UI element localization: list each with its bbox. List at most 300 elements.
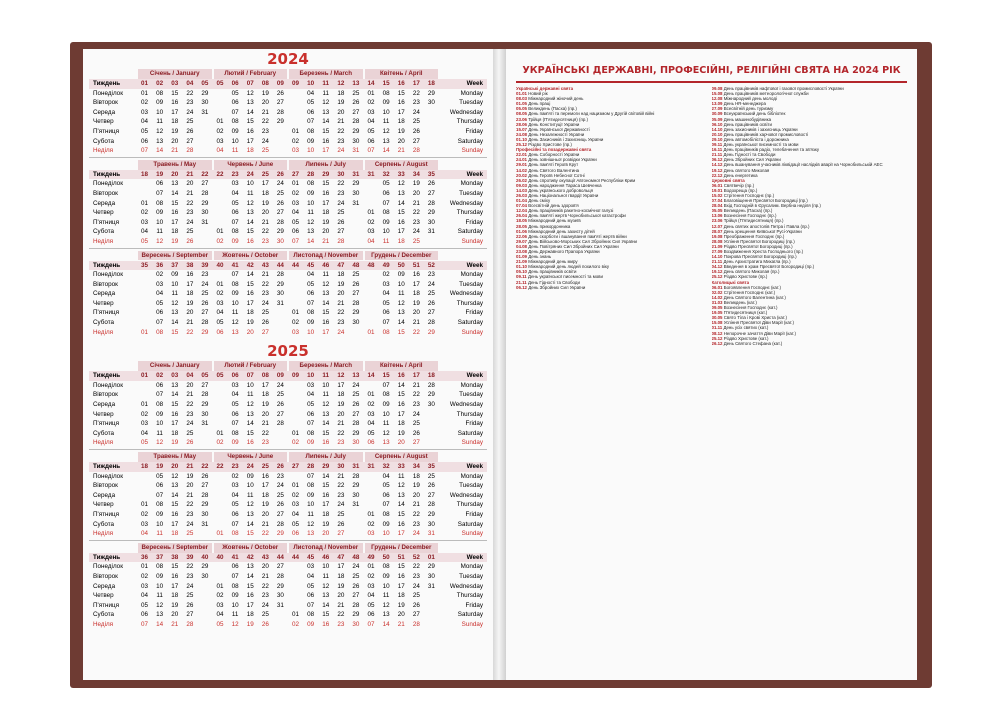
holiday-name: Всесвітній день здоров'я [528, 203, 579, 209]
month-days [137, 189, 213, 199]
day-number: 27 [201, 381, 209, 389]
day-number: 23 [412, 401, 420, 409]
day-number: 12 [171, 472, 179, 480]
day-number: 14 [322, 601, 330, 609]
day-number [366, 500, 377, 510]
day-number: 26 [352, 401, 360, 409]
day-number: 17 [397, 582, 405, 590]
week-number-row [89, 170, 487, 180]
holiday-name: День енергетика [723, 172, 758, 178]
holiday-name: Богоявлення Господнє (кат.) [723, 284, 781, 290]
day-cells [137, 520, 439, 530]
day-number: 29 [352, 429, 360, 437]
month-days [364, 410, 440, 420]
day-label-en: Friday [465, 309, 483, 317]
month-names [137, 543, 439, 553]
week-number: 48 [352, 261, 360, 269]
holiday-name: Вхід Господній в Єрусалим. Вербна неділя (пр.) [723, 203, 821, 209]
week-number: 35 [427, 170, 435, 178]
day-number: 19 [397, 429, 405, 437]
day-label-ua: Субота [93, 520, 115, 528]
day-number: 23 [337, 319, 345, 327]
day-number: 18 [337, 572, 345, 580]
month-days [213, 591, 289, 601]
day-number: 21 [322, 237, 330, 245]
week-number: 37 [156, 553, 164, 561]
day-number: 26 [186, 601, 194, 609]
day-number: 15 [171, 89, 179, 97]
month-days [288, 208, 364, 218]
month-days [137, 299, 213, 309]
day-number: 04 [307, 391, 315, 399]
day-number [215, 491, 226, 501]
month-days [137, 591, 213, 601]
week-number: 49 [382, 261, 390, 269]
week-label-en: Week [466, 372, 483, 380]
day-number: 12 [397, 482, 405, 490]
day-number: 02 [292, 620, 300, 628]
day-label-en: Wednesday [449, 401, 483, 409]
week-number: 01 [141, 80, 149, 87]
day-number: 07 [367, 620, 375, 628]
day-label-ua: П'ятниця [93, 510, 120, 518]
month-days [213, 438, 289, 448]
day-number: 19 [171, 237, 179, 245]
day-row [89, 98, 487, 108]
week-number: 29 [322, 463, 330, 470]
holiday-date: 01.05 [516, 101, 527, 107]
day-number: 03 [307, 381, 315, 389]
day-row [89, 199, 487, 209]
day-number: 03 [216, 299, 224, 307]
day-number: 07 [382, 199, 390, 207]
day-number: 16 [322, 189, 330, 197]
day-number: 23 [261, 127, 269, 135]
day-number: 25 [337, 510, 345, 518]
day-number: 23 [186, 99, 194, 107]
month-days [137, 199, 213, 209]
day-number: 31 [201, 108, 209, 116]
day-number: 30 [427, 99, 435, 107]
day-number: 11 [322, 391, 329, 399]
week-label-ua: Тиждень [93, 261, 121, 269]
day-number: 25 [186, 228, 194, 236]
day-number: 17 [261, 381, 269, 389]
day-number: 19 [412, 180, 420, 188]
week-number: 41 [231, 261, 239, 269]
week-number: 35 [141, 261, 149, 269]
day-number: 15 [171, 199, 179, 207]
month-days [137, 400, 213, 410]
day-label-ua: Вівторок [93, 391, 118, 399]
day-number: 07 [307, 299, 315, 307]
day-number: 27 [276, 410, 284, 418]
holiday-date: 21.11 [711, 152, 723, 158]
day-number: 20 [261, 510, 269, 518]
month-days [213, 108, 289, 118]
day-number: 23 [337, 620, 345, 628]
day-number: 05 [216, 620, 224, 628]
day-label-en: Sunday [461, 620, 483, 628]
month-days [364, 146, 440, 156]
day-number: 12 [156, 439, 164, 447]
day-number: 17 [322, 328, 330, 336]
day-number: 12 [246, 501, 254, 509]
day-number: 02 [216, 127, 224, 135]
day-number: 29 [276, 582, 284, 590]
month-days [364, 429, 440, 439]
day-number: 09 [156, 572, 164, 580]
month-days [364, 179, 440, 189]
holiday-date: 01.11 [711, 325, 723, 331]
day-label-en: Saturday [457, 137, 483, 145]
day-number: 10 [171, 280, 179, 288]
month-name: Вересень / September [138, 251, 212, 261]
day-number: 14 [246, 572, 254, 580]
day-number: 23 [337, 189, 345, 197]
day-number [199, 529, 210, 539]
week-number: 45 [307, 553, 315, 561]
holiday-name: День Соборності України [528, 152, 580, 158]
day-number: 06 [367, 611, 375, 619]
month-days [137, 381, 213, 391]
day-number: 08 [231, 228, 239, 236]
day-number: 05 [382, 180, 390, 188]
day-number: 27 [186, 137, 194, 145]
day-number: 12 [322, 582, 330, 590]
day-number [366, 179, 377, 189]
day-label-en: Wednesday [449, 491, 483, 499]
day-number: 18 [171, 592, 179, 600]
week-number: 04 [186, 80, 194, 87]
day-number: 13 [322, 290, 330, 298]
day-number: 16 [397, 218, 405, 226]
holiday-date: 01.01 [516, 91, 527, 97]
day-number: 05 [307, 99, 315, 107]
day-number: 08 [231, 530, 239, 538]
holiday-date: 29.10 [711, 136, 723, 142]
week-number: 22 [216, 170, 224, 178]
day-number: 08 [156, 563, 164, 571]
calendar-years [83, 49, 493, 630]
day-number [139, 299, 150, 309]
month-days [213, 610, 289, 620]
day-number [350, 328, 361, 338]
day-number: 22 [337, 482, 345, 490]
day-number: 21 [186, 491, 194, 499]
day-number: 05 [307, 280, 315, 288]
week-number: 22 [201, 170, 209, 178]
day-number: 14 [397, 199, 405, 207]
week-label-en: Week [466, 463, 483, 470]
day-number: 25 [201, 290, 209, 298]
day-number: 31 [427, 530, 435, 538]
day-number: 24 [186, 420, 194, 428]
month-days [288, 137, 364, 147]
day-row [89, 308, 487, 318]
day-cells [137, 419, 439, 429]
day-number: 09 [231, 592, 239, 600]
day-number: 05 [382, 299, 390, 307]
day-number: 30 [352, 620, 360, 628]
day-number: 30 [352, 137, 360, 145]
holiday-date: 08.05 [516, 111, 527, 117]
day-number: 22 [412, 510, 420, 518]
day-number: 30 [352, 491, 360, 499]
day-number: 02 [367, 401, 375, 409]
day-number: 16 [171, 410, 179, 418]
day-label-ua: Неділя [93, 439, 114, 447]
day-label-ua: Неділя [93, 328, 114, 336]
day-number: 27 [186, 611, 194, 619]
month-days [364, 199, 440, 209]
day-number: 04 [231, 491, 239, 499]
month-days [213, 318, 289, 328]
holiday-name: Трійця (П'ятидесятниця) (пр.) [723, 218, 784, 224]
day-row [89, 237, 487, 247]
holiday-date: 23.06 [516, 116, 527, 122]
day-number: 21 [171, 147, 179, 155]
day-label-en: Friday [465, 127, 483, 135]
day-number: 13 [397, 309, 405, 317]
day-number: 30 [352, 439, 360, 447]
day-number: 21 [171, 620, 179, 628]
week-number: 42 [246, 553, 254, 561]
day-number: 03 [307, 563, 315, 571]
holiday-name: День народження Тараса Шевченка [528, 182, 602, 188]
day-cells [137, 127, 439, 137]
day-cells [137, 390, 439, 400]
day-cells [137, 299, 439, 309]
day-number: 01 [141, 501, 149, 509]
day-cells [137, 472, 439, 482]
day-number: 24 [186, 582, 194, 590]
holiday-date: 12.07 [711, 223, 723, 229]
day-label-ua: Четвер [93, 592, 114, 600]
month-days [137, 500, 213, 510]
month-name: Вересень / September [138, 543, 212, 553]
day-number: 07 [231, 572, 239, 580]
day-number: 19 [261, 401, 269, 409]
week-number: 44 [292, 261, 300, 269]
day-number: 24 [337, 501, 345, 509]
day-number: 05 [307, 401, 315, 409]
holiday-name: Благовіщення Пресвятої Богородиці (пр.) [723, 198, 808, 204]
day-number: 28 [276, 572, 284, 580]
day-number: 04 [382, 290, 390, 298]
day-number: 15 [397, 563, 405, 571]
holiday-name: Стрітення Господнє (пр.) [723, 192, 775, 198]
day-number: 23 [276, 472, 284, 480]
day-number: 20 [186, 180, 194, 188]
day-number: 07 [231, 218, 239, 226]
day-label-en: Wednesday [449, 290, 483, 298]
day-number [426, 127, 437, 137]
week-number: 09 [276, 372, 284, 380]
day-number: 15 [397, 328, 405, 336]
day-number: 22 [186, 89, 194, 97]
week-label-en: Week [466, 170, 483, 178]
day-number: 01 [367, 89, 375, 97]
month-days [364, 117, 440, 127]
week-number: 17 [412, 372, 420, 380]
day-number: 16 [171, 510, 179, 518]
day-number: 14 [171, 491, 179, 499]
month-days [137, 146, 213, 156]
day-row [89, 438, 487, 448]
day-number: 13 [231, 328, 239, 336]
day-cells [137, 199, 439, 209]
day-number: 03 [367, 530, 375, 538]
day-number [199, 438, 210, 448]
day-number [215, 572, 226, 582]
day-number: 04 [231, 189, 239, 197]
month-weeks [213, 170, 289, 180]
day-number: 18 [412, 472, 420, 480]
month-days [137, 601, 213, 611]
week-number: 50 [382, 553, 390, 561]
day-number: 21 [186, 319, 194, 327]
day-number: 18 [337, 89, 345, 97]
day-number: 24 [201, 280, 209, 288]
day-number: 02 [292, 491, 300, 499]
day-number: 16 [322, 439, 330, 447]
day-number: 28 [201, 319, 209, 327]
month-days [137, 89, 213, 99]
day-number: 03 [141, 582, 149, 590]
day-number: 26 [412, 127, 420, 135]
day-number: 06 [307, 592, 315, 600]
month-days [137, 429, 213, 439]
day-number: 10 [382, 530, 390, 538]
holiday-name: День пам'яті жертв Чорнобильської катастрофи [528, 213, 626, 219]
day-number: 14 [246, 520, 254, 528]
day-number: 15 [246, 582, 254, 590]
month-days [288, 308, 364, 318]
day-number [199, 601, 210, 611]
month-days [137, 117, 213, 127]
month-days [288, 410, 364, 420]
day-number: 17 [261, 180, 269, 188]
holiday-date: 14.02 [516, 167, 527, 173]
day-number: 27 [412, 611, 420, 619]
month-days [137, 572, 213, 582]
day-number: 10 [382, 228, 390, 236]
day-number: 11 [246, 391, 254, 399]
day-number: 22 [186, 563, 194, 571]
day-number: 19 [246, 319, 254, 327]
week-number: 25 [261, 170, 269, 178]
holiday-name: День працівників радіо, телебачення та зв'язку [723, 147, 820, 153]
day-number [215, 510, 226, 520]
month-name: Грудень / December [365, 251, 439, 261]
day-number [426, 146, 437, 156]
week-number: 47 [337, 553, 345, 561]
day-number: 30 [201, 209, 209, 217]
day-number: 14 [246, 420, 254, 428]
holiday-name: Свято Тіла і Крові Христа (кат.) [723, 315, 787, 321]
month-days [213, 500, 289, 510]
day-cells [137, 237, 439, 247]
title-underline [516, 81, 907, 83]
day-number: 23 [261, 290, 269, 298]
month-days [364, 270, 440, 280]
week-number: 31 [367, 463, 375, 470]
month-days [213, 146, 289, 156]
month-names [137, 251, 439, 261]
day-row [89, 137, 487, 147]
day-number: 20 [412, 189, 420, 197]
day-number: 21 [337, 420, 345, 428]
day-number: 11 [156, 118, 163, 126]
week-number: 43 [261, 261, 269, 269]
day-number: 21 [397, 620, 405, 628]
day-number [139, 189, 150, 199]
holiday-name: Різдво Пресвятої Богородиці (пр.) [723, 243, 793, 249]
day-number: 28 [201, 391, 209, 399]
holiday-name: День працівників метеорологічної служби [723, 91, 809, 97]
day-number [199, 620, 210, 630]
day-number: 10 [156, 520, 164, 528]
holiday-date: 26.12 [711, 340, 723, 346]
day-number [139, 308, 150, 318]
day-number: 27 [427, 189, 435, 197]
day-number: 01 [292, 611, 300, 619]
month-days [213, 189, 289, 199]
day-number: 21 [337, 299, 345, 307]
holiday-name: День Конституції України [528, 121, 580, 127]
holiday-date: 21.09 [516, 259, 527, 265]
week-number: 24 [246, 463, 254, 470]
day-number: 30 [427, 572, 435, 580]
day-number: 28 [427, 501, 435, 509]
day-number [199, 227, 210, 237]
day-number [350, 529, 361, 539]
day-number: 22 [186, 328, 194, 336]
week-number: 31 [367, 170, 375, 178]
day-number [215, 270, 226, 280]
day-number: 01 [367, 510, 375, 518]
week-number: 18 [427, 372, 435, 380]
holiday-date: 01.09 [516, 254, 527, 260]
day-label-ua: Вівторок [93, 280, 118, 288]
day-number: 10 [322, 563, 330, 571]
holiday-name: День української писемності та мови [527, 274, 603, 280]
day-number [215, 481, 226, 491]
month-days [288, 117, 364, 127]
day-number: 10 [307, 328, 315, 336]
holiday-name: День працівників нафтової і газової промисловості України [723, 86, 844, 91]
day-number: 24 [412, 228, 420, 236]
day-number: 03 [141, 420, 149, 428]
day-number: 14 [171, 319, 179, 327]
day-number: 07 [156, 391, 164, 399]
week-number: 33 [397, 170, 405, 178]
day-label-en: Saturday [457, 429, 483, 437]
month-days [364, 620, 440, 630]
month-name: Жовтень / October [214, 251, 288, 261]
day-number [275, 137, 286, 147]
holiday-name: Непорочне зачаття Діви Марії (кат.) [723, 330, 796, 336]
holiday-name: Воздвиження Хреста Господнього (пр.) [723, 249, 804, 254]
day-number: 14 [322, 118, 330, 126]
day-number: 12 [382, 127, 390, 135]
month-header-row [89, 543, 487, 553]
day-number: 19 [337, 99, 345, 107]
day-number [215, 400, 226, 410]
day-row [89, 491, 487, 501]
day-cells [137, 218, 439, 228]
